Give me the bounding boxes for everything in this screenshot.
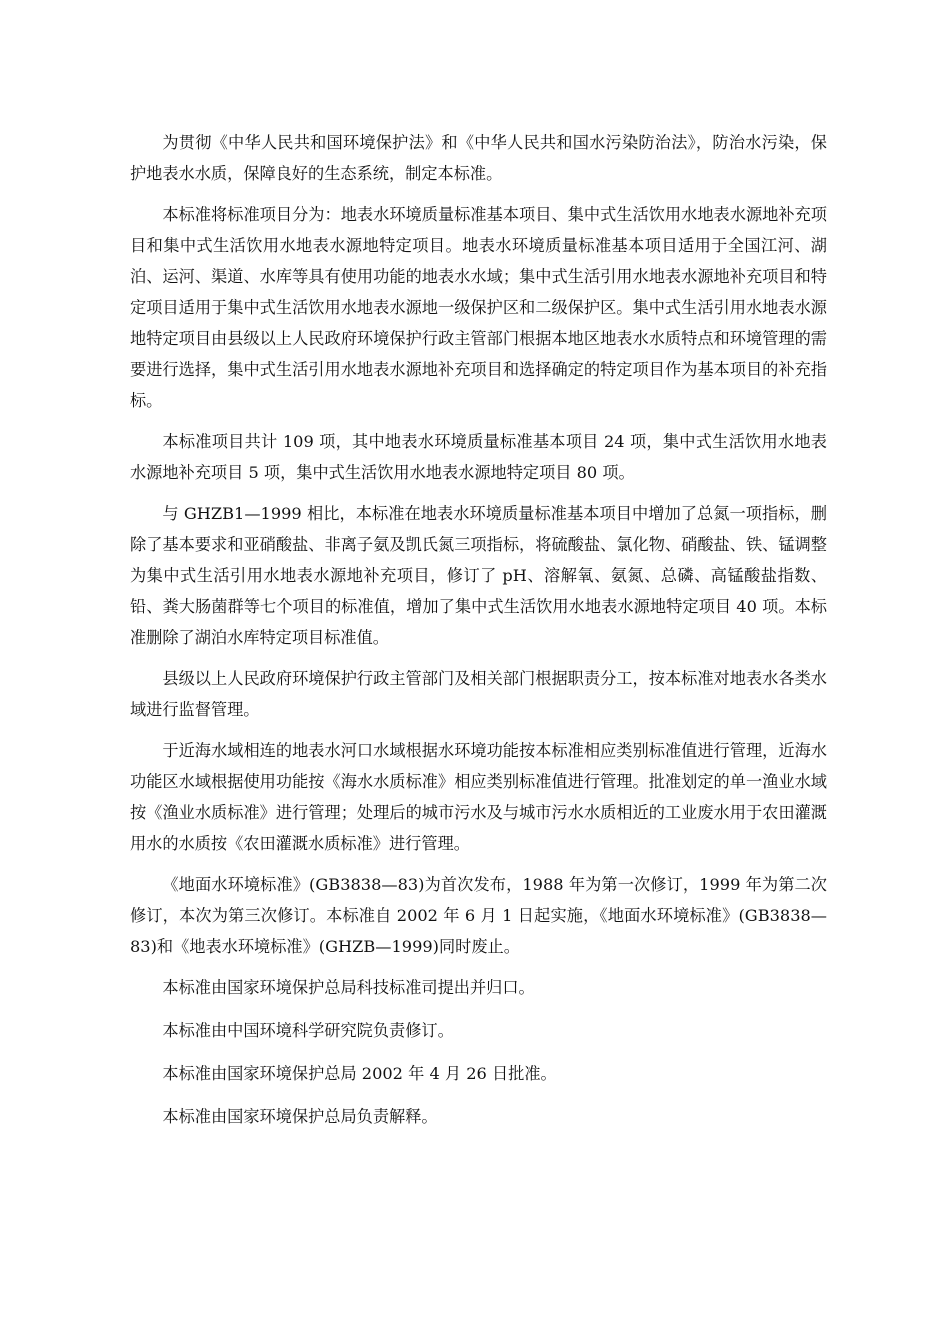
paragraph-interpretation: 本标准由国家环境保护总局负责解释。 bbox=[162, 1107, 438, 1126]
paragraph-history: 《地面水环境标准》(GB3838—83)为首次发布，1988 年为第一次修订，1999 年为第二次修订，本次为第三次修订。本标准自 2002 年 6 月 1 日起实施，《地面水环境标准》(GB3838—83)和《地表水环境标准》(GHZB—1999)同时废止。 bbox=[130, 875, 827, 956]
paragraph-project-classification: 本标准将标准项目分为：地表水环境质量标准基本项目、集中式生活饮用水地表水源地补充项目和集中式生活饮用水地表水源地特定项目。地表水环境质量标准基本项目适用于全国江河、湖泊、运河、渠道、水库等具有使用功能的地表水水域；集中式生活引用水地表水源地补充项目和特定项目适用于集中式生活饮用水地表水源地一级保护区和二级保护区。集中式生活引用水地表水源地特定项目由县级以上人民政府环境保护行政主管部门根据本地区地表水水质特点和环境管理的需要进行选择，集中式生活引用水地表水源地补充项目和选择确定的特定项目作为基本项目的补充指标。 bbox=[130, 205, 827, 410]
paragraph-reviser: 本标准由中国环境科学研究院负责修订。 bbox=[162, 1021, 454, 1040]
paragraph-coastal-waters: 于近海水域相连的地表水河口水域根据水环境功能按本标准相应类别标准值进行管理，近海水功能区水域根据使用功能按《海水水质标准》相应类别标准值进行管理。批准划定的单一渔业水域按《渔业水质标准》进行管理；处理后的城市污水及与城市污水水质相近的工业废水用于农田灌溉用水的水质按《农田灌溉水质标准》进行管理。 bbox=[130, 741, 827, 853]
paragraph-approval: 本标准由国家环境保护总局 2002 年 4 月 26 日批准。 bbox=[162, 1064, 557, 1083]
paragraph-supervision: 县级以上人民政府环境保护行政主管部门及相关部门根据职责分工，按本标准对地表水各类水域进行监督管理。 bbox=[130, 669, 827, 719]
paragraph-revision-changes: 与 GHZB1—1999 相比，本标准在地表水环境质量标准基本项目中增加了总氮一项指标，删除了基本要求和亚硝酸盐、非离子氨及凯氏氮三项指标，将硫酸盐、氯化物、硝酸盐、铁、锰调整为集中式生活引用水地表水源地补充项目，修订了 pH、溶解氧、氨氮、总磷、高锰酸盐指数、铅、粪大肠菌群等七个项目的标准值，增加了集中式生活饮用水地表水源地特定项目 40 项。本标准删除了湖泊水库特定项目标准值。 bbox=[130, 504, 827, 647]
document-page bbox=[130, 127, 827, 1144]
paragraph-proposer: 本标准由国家环境保护总局科技标准司提出并归口。 bbox=[162, 978, 535, 997]
paragraph-purpose: 为贯彻《中华人民共和国环境保护法》和《中华人民共和国水污染防治法》，防治水污染，保护地表水水质，保障良好的生态系统，制定本标准。 bbox=[130, 133, 827, 183]
paragraph-project-count: 本标准项目共计 109 项，其中地表水环境质量标准基本项目 24 项，集中式生活饮用水地表水源地补充项目 5 项，集中式生活饮用水地表水源地特定项目 80 项。 bbox=[130, 432, 827, 482]
